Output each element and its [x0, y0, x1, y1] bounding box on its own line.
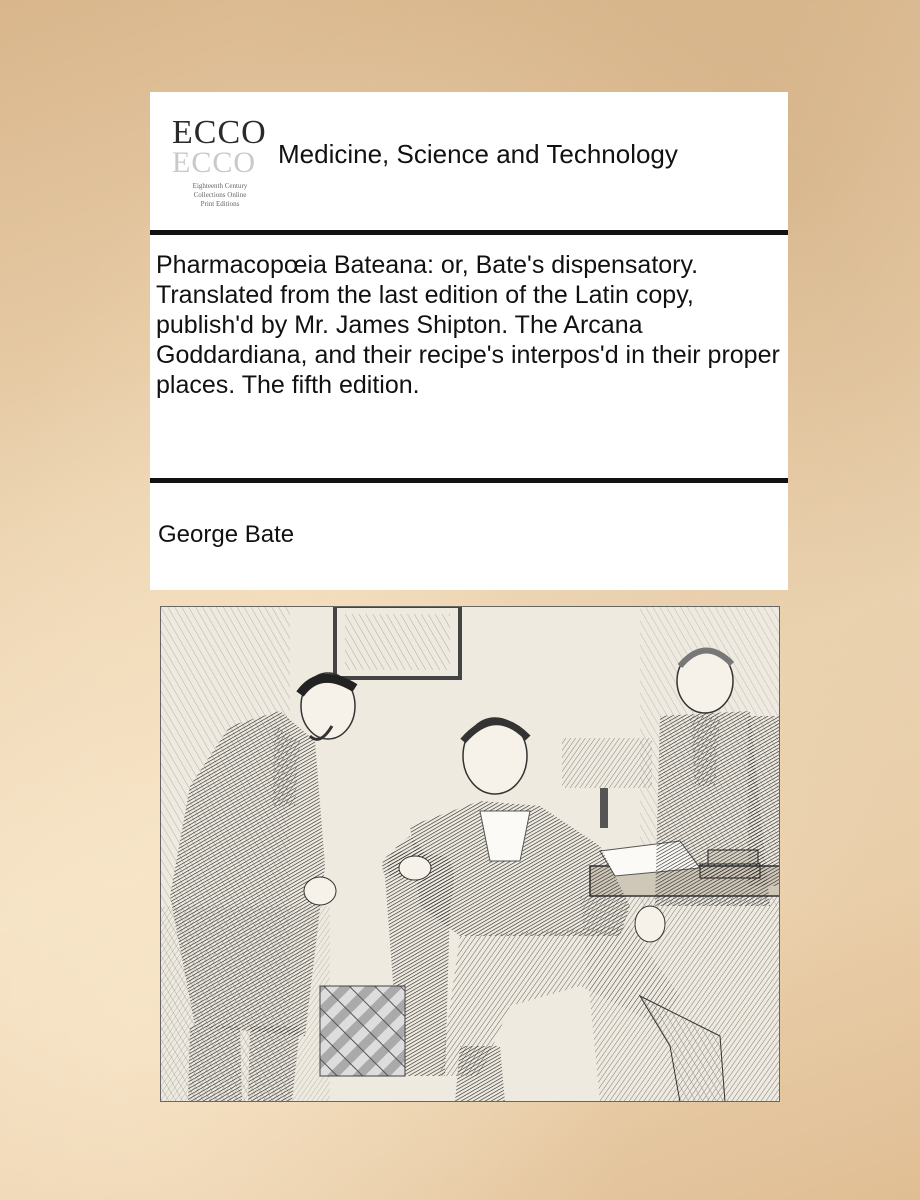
book-title: Pharmacopœia Bateana: or, Bate's dispensatory. Translated from the last edition of the Latin copy, publish'd by Mr. James Shipton. The Arcana Goddardiana, and their recipe's interpos'd in their proper places. The fifth edition.	[156, 251, 780, 399]
title-panel	[150, 235, 788, 478]
logo-mark-faded: ECCO	[172, 146, 257, 179]
logo-caption-line: Eighteenth Century	[192, 182, 248, 190]
author-panel	[150, 483, 788, 590]
series-panel	[150, 92, 788, 230]
cover-engraving-illustration	[160, 606, 780, 1102]
logo-caption	[170, 182, 270, 209]
logo-caption-line: Collections Online	[193, 191, 247, 199]
ecco-logo	[168, 106, 268, 216]
series-title: Medicine, Science and Technology	[278, 139, 678, 169]
logo-mark: ECCO	[172, 114, 267, 151]
logo-caption-line: Print Editions	[200, 200, 240, 208]
author-name: George Bate	[158, 521, 295, 548]
